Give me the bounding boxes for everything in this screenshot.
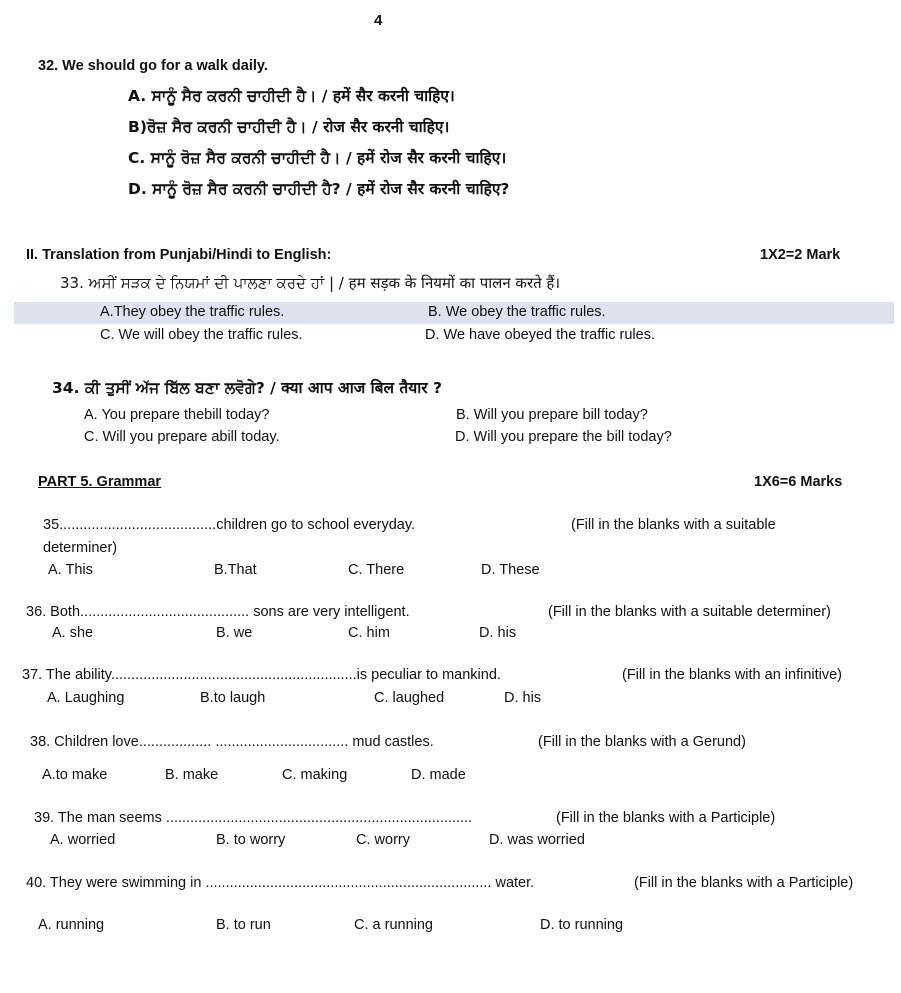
q35-option-a: A. This (48, 562, 93, 578)
q39-question: 39. The man seems ............................................................................ (34, 810, 473, 826)
q37-instruction: (Fill in the blanks with an infinitive) (622, 667, 843, 683)
q38-option-c: C. making (282, 767, 348, 783)
q35-option-b: B.That (214, 562, 257, 578)
q34-option-b: B. Will you prepare bill today? (456, 407, 648, 423)
q34-option-d: D. Will you prepare the bill today? (455, 429, 672, 445)
q39-option-c: C. worry (356, 832, 410, 848)
section-2-marks: 1X2=2 Mark (760, 247, 841, 263)
q36-option-b: B. we (216, 625, 253, 641)
q34-option-a: A. You prepare thebill today? (84, 407, 270, 423)
q32-option-b: B)ਰੋਜ਼ ਸੈਰ ਕਰਨੀ ਚਾਹੀਦੀ ਹੈ। / रोज सैर करनी चाहिए। (128, 118, 450, 136)
q37-question: 37. The ability.............................................................is peculiar to mankind. (22, 667, 501, 683)
q40-option-b: B. to run (216, 917, 271, 933)
q32-option-d: D. ਸਾਨੂੰ ਰੋਜ਼ ਸੈਰ ਕਰਨੀ ਚਾਹੀਦੀ ਹੈ? / हमें रोज सैर करनी चाहिए? (128, 180, 510, 198)
q40-option-d: D. to running (540, 917, 624, 933)
q33-option-c: C. We will obey the traffic rules. (100, 327, 303, 343)
q38-option-d: D. made (411, 767, 466, 783)
q40-option-c: C. a running (354, 917, 433, 933)
q38-instruction: (Fill in the blanks with a Gerund) (538, 734, 746, 750)
q34-option-c: C. Will you prepare abill today. (84, 429, 280, 445)
q38-option-b: B. make (165, 767, 219, 783)
q35-question: 35.......................................children go to school everyday. (43, 517, 416, 533)
q37-option-b: B.to laugh (200, 690, 266, 706)
q38-option-a: A.to make (42, 767, 108, 783)
q35-instruction: (Fill in the blanks with a suitable (571, 517, 776, 533)
q36-option-c: C. him (348, 625, 390, 641)
q40-question: 40. They were swimming in ....................................................................... water. (26, 875, 535, 891)
q39-option-a: A. worried (50, 832, 116, 848)
q36-question: 36. Both.......................................... sons are very intelligent. (26, 604, 410, 620)
page-number: 4 (374, 12, 383, 29)
q36-option-a: A. she (52, 625, 94, 641)
q33-option-b: B. We obey the traffic rules. (428, 304, 606, 320)
q33-option-a: A.They obey the traffic rules. (100, 304, 285, 320)
q36-option-d: D. his (479, 625, 517, 641)
q35-option-c: C. There (348, 562, 405, 578)
part-5-marks: 1X6=6 Marks (754, 474, 843, 490)
q40-instruction: (Fill in the blanks with a Participle) (634, 875, 854, 891)
q37-option-a: A. Laughing (47, 690, 125, 706)
q33-option-d: D. We have obeyed the traffic rules. (425, 327, 655, 343)
part-5-title: PART 5. Grammar (38, 474, 162, 490)
q35-instruction-cont: determiner) (43, 540, 118, 556)
q37-option-c: C. laughed (374, 690, 445, 706)
q39-instruction: (Fill in the blanks with a Participle) (556, 810, 776, 826)
section-2-title: II. Translation from Punjabi/Hindi to English: (26, 247, 332, 263)
q40-option-a: A. running (38, 917, 105, 933)
q34-question: 34. ਕੀ ਤੁਸੀਂ ਅੱਜ ਬਿੱਲ ਬਣਾ ਲਵੋਗੇ? / क्या आप आज बिल तैयार ? (52, 379, 442, 397)
q32-option-a: A. ਸਾਨੂੰ ਸੈਰ ਕਰਨੀ ਚਾਹੀਦੀ ਹੈ। / हमें सैर करनी चाहिए। (128, 87, 455, 105)
q35-option-d: D. These (481, 562, 540, 578)
q36-instruction: (Fill in the blanks with a suitable determiner) (548, 604, 831, 620)
q33-question: 33. ਅਸੀਂ ਸੜਕ ਦੇ ਨਿਯਮਾਂ ਦੀ ਪਾਲਣਾ ਕਰਦੇ ਹਾਂ | / हम सड़क के नियमों का पालन करते हैं। (60, 274, 561, 292)
q37-option-d: D. his (504, 690, 542, 706)
q39-option-d: D. was worried (489, 832, 585, 848)
q32-option-c: C. ਸਾਨੂੰ ਰੋਜ਼ ਸੈਰ ਕਰਨੀ ਚਾਹੀਦੀ ਹੈ। / हमें रोज सैर करनी चाहिए। (128, 149, 507, 167)
q39-option-b: B. to worry (216, 832, 286, 848)
q38-question: 38. Children love.................. ................................. mud castles. (30, 734, 434, 750)
q32-question: 32. We should go for a walk daily. (38, 58, 268, 74)
